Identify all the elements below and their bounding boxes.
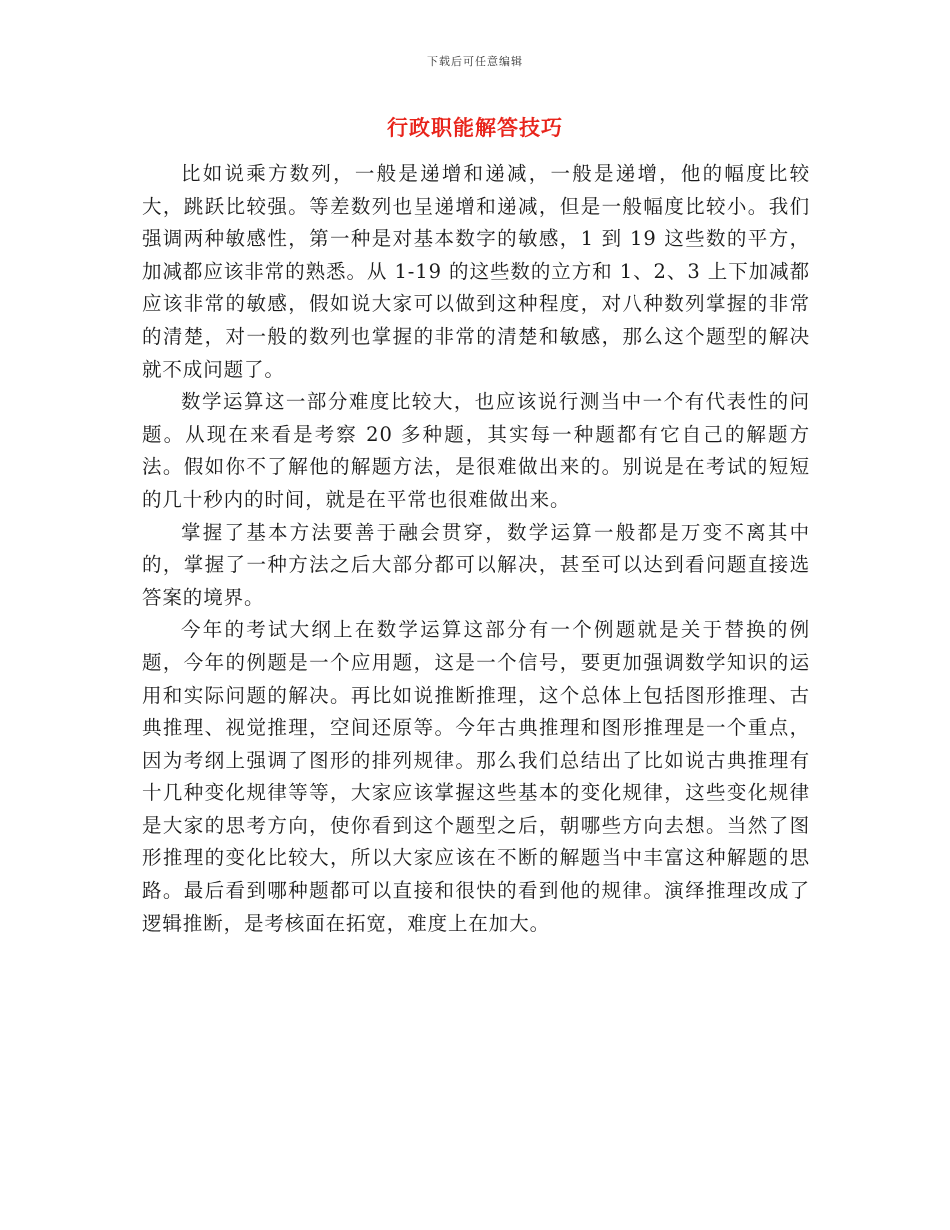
- paragraph-2: 数学运算这一部分难度比较大，也应该说行测当中一个有代表性的问题。从现在来看是考察 20 多种题，其实每一种题都有它自己的解题方法。假如你不了解他的解题方法，是很难做出来的。别说是在考试的短短的几十秒内的时间，就是在平常也很难做出来。: [142, 390, 810, 511]
- paragraph-1: 比如说乘方数列，一般是递增和递减，一般是递增，他的幅度比较大，跳跃比较强。等差数列也呈递增和递减，但是一般幅度比较小。我们强调两种敏感性，第一种是对基本数字的敏感，1 到 19 这些数的平方，加减都应该非常的熟悉。从 1-19 的这些数的立方和 1、2、3 上下加减都应该非常的敏感，假如说大家可以做到这种程度，对八种数列掌握的非常的清楚，对一般的数列也掌握的非常的清楚和敏感，那么这个题型的解决就不成问题了。: [142, 162, 810, 381]
- paragraph-4: 今年的考试大纲上在数学运算这部分有一个例题就是关于替换的例题，今年的例题是一个应用题，这是一个信号，要更加强调数学知识的运用和实际问题的解决。再比如说推断推理，这个总体上包括图形推理、古典推理、视觉推理，空间还原等。今年古典推理和图形推理是一个重点，因为考纲上强调了图形的排列规律。那么我们总结出了比如说古典推理有十几种变化规律等等，大家应该掌握这些基本的变化规律，这些变化规律是大家的思考方向，使你看到这个题型之后，朝哪些方向去想。当然了图形推理的变化比较大，所以大家应该在不断的解题当中丰富这种解题的思路。最后看到哪种题都可以直接和很快的看到他的规律。演绎推理改成了逻辑推断，是考核面在拓宽，难度上在加大。: [142, 618, 810, 935]
- paragraph-3: 掌握了基本方法要善于融会贯穿，数学运算一般都是万变不离其中的，掌握了一种方法之后大部分都可以解决，甚至可以达到看问题直接选答案的境界。: [142, 520, 810, 609]
- document-body: [142, 158, 810, 940]
- document-title: 行政职能解答技巧: [387, 116, 563, 140]
- header-note: 下载后可任意编辑: [427, 55, 523, 68]
